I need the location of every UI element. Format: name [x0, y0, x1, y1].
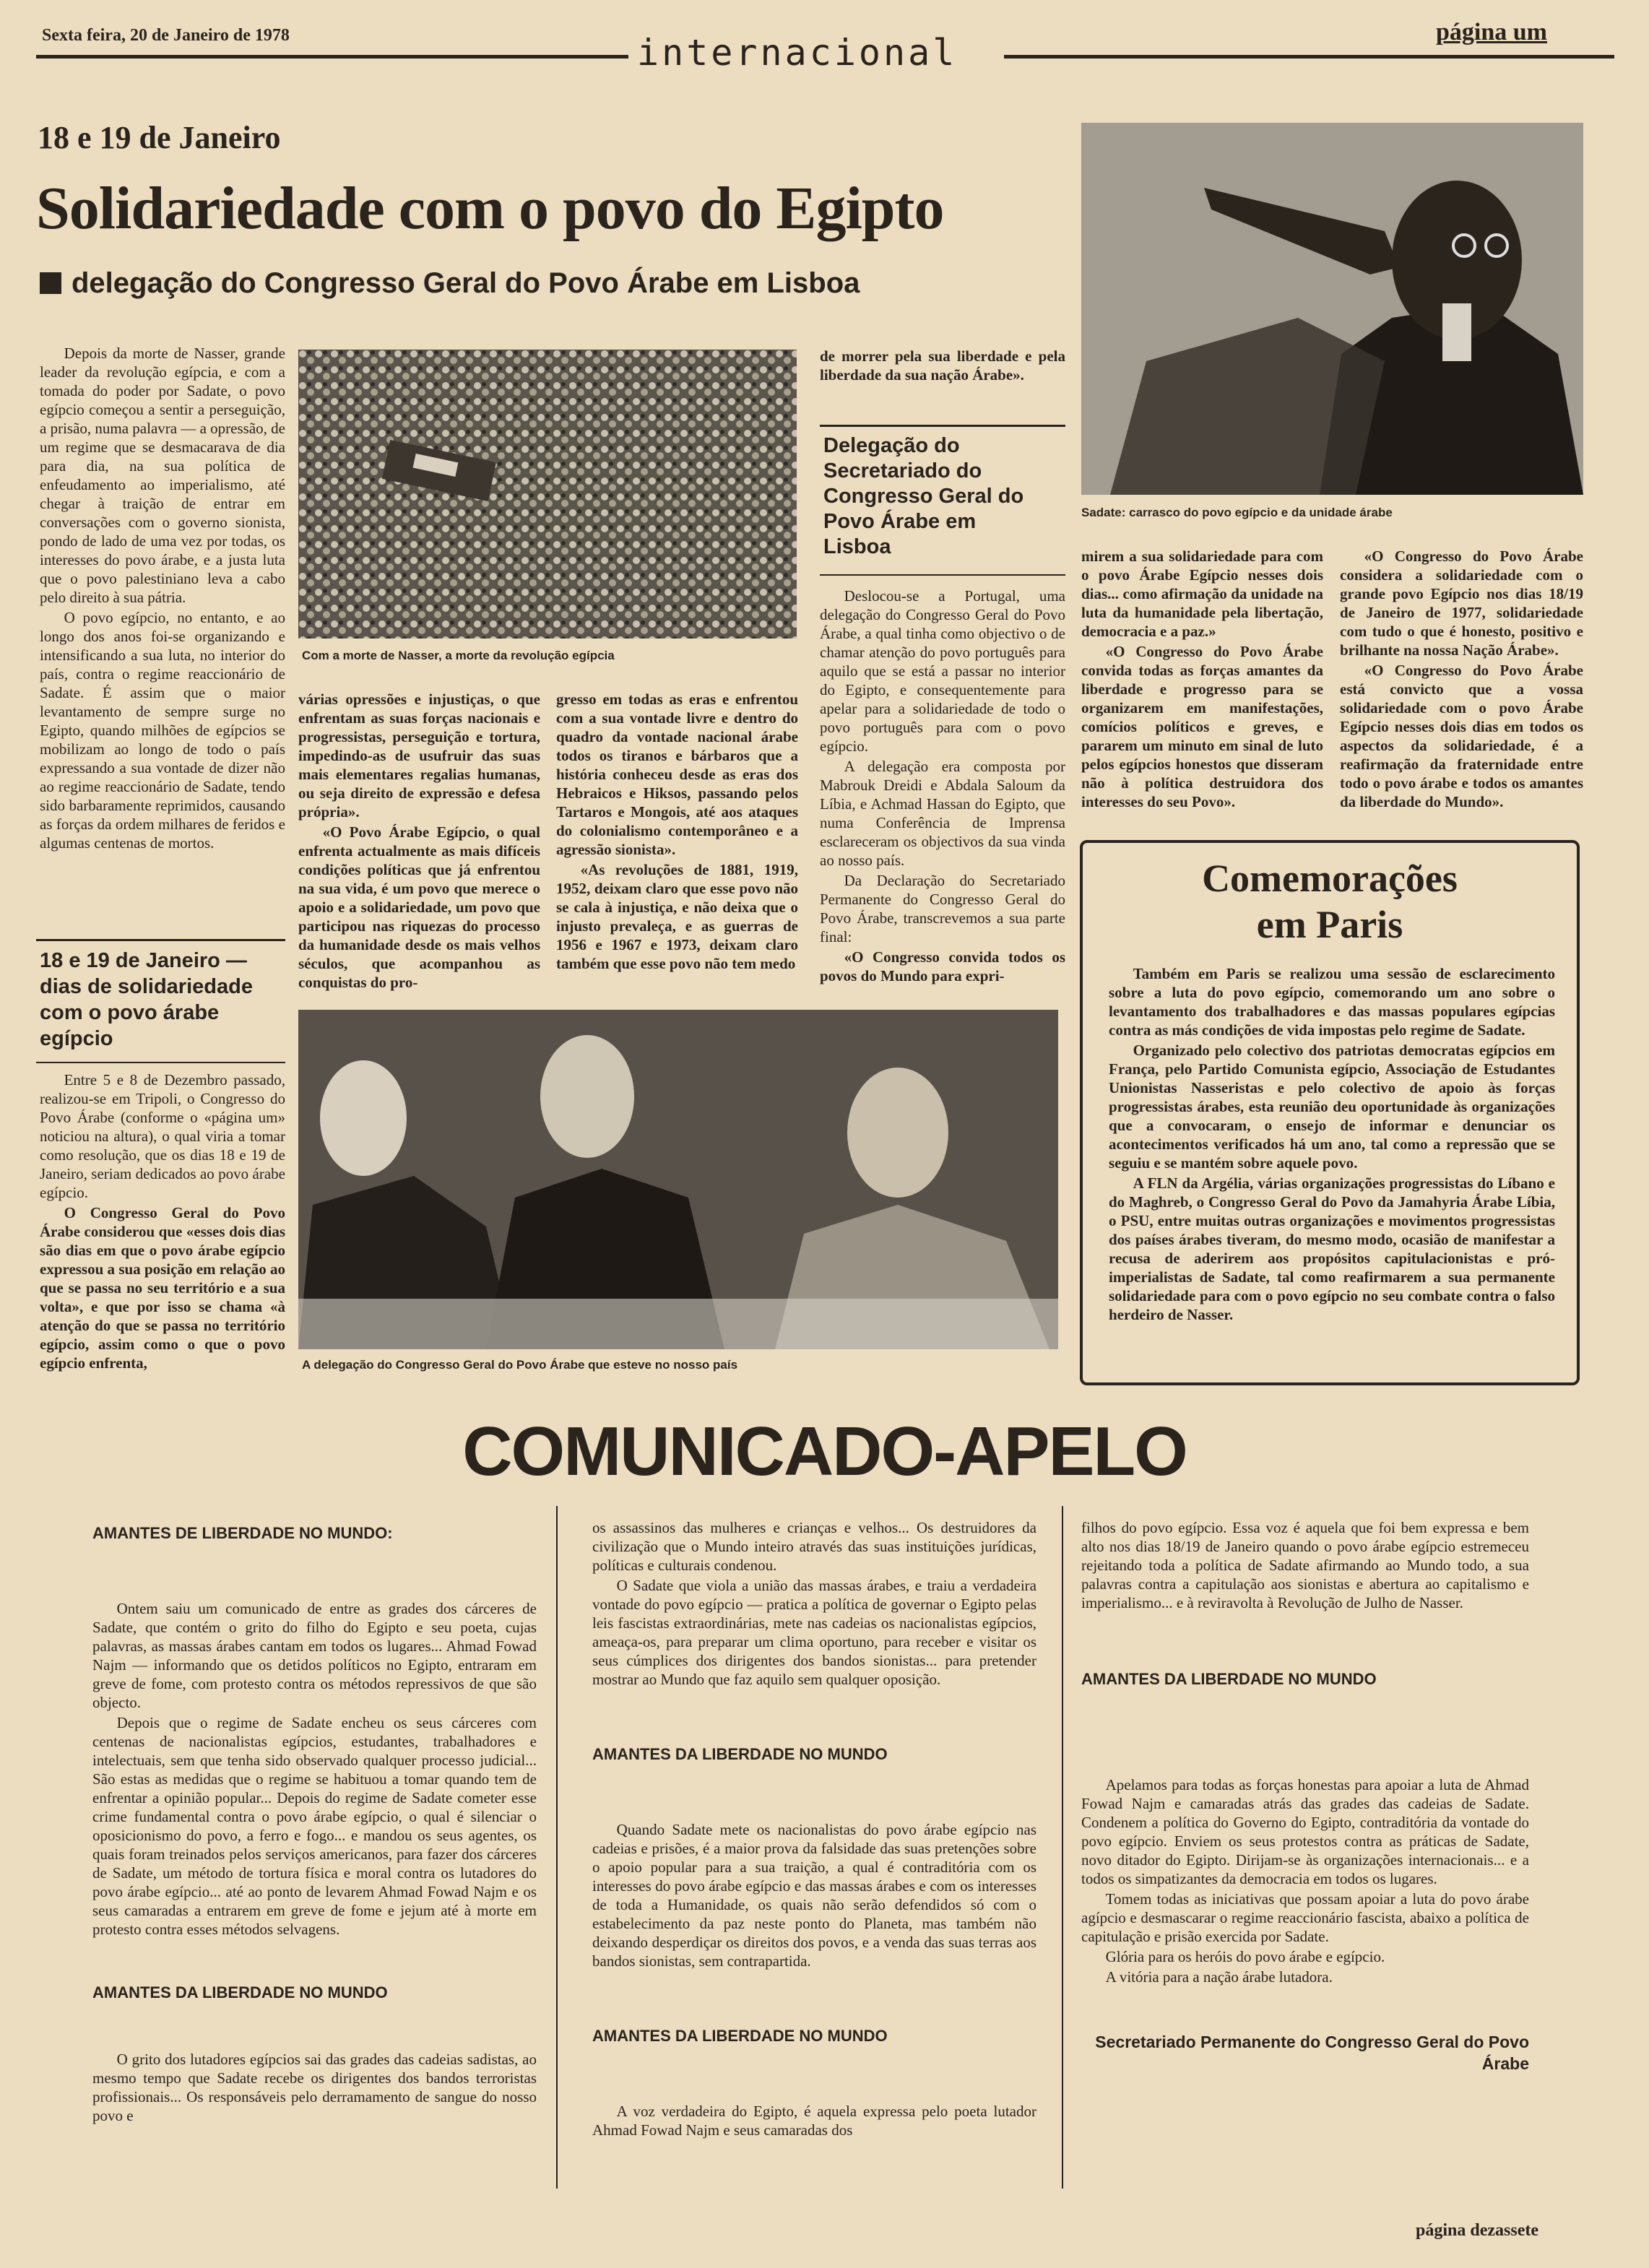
photo-caption: A delegação do Congresso Geral do Povo Árabe que esteve no nosso país	[302, 1358, 738, 1372]
paragraph: «O Congresso do Povo Árabe convida todas as forças amantes da liberdade e progresso para se organizarem em manifestações, comícios políticos e greves, e pararem um minuto em sinal de luto pelos egípcios honestos que disseram não à política destruidora dos interesses do seu Povo».	[1081, 643, 1323, 810]
comunicado-title: COMUNICADO-APELO	[462, 1413, 1187, 1490]
paragraph: A delegação era composta por Mabrouk Dreidi e Abdala Saloum da Líbia, e Achmad Hassan do Egipto, que numa Conferência de Imprensa esclareceram os objectivos da sua vinda ao nosso país.	[820, 758, 1065, 869]
paris-title-line2: em Paris	[1256, 903, 1403, 946]
paragraph: Organizado pelo colectivo dos patriotas democratas egípcios em França, pelo Partido Comunista egípcio, Associação de Estudantes Unionistas Nasseristas e pelo colectivo de apoio às forças progressistas árabes, esta reunião deu oportunidade às organizações que a convocaram, o ensejo de informar e denunciar os acontecimentos verificados há um ano, tal como a repressão que se seguiu e se mantém sobre aquele povo.	[1109, 1042, 1555, 1172]
section-heading: AMANTES DA LIBERDADE NO MUNDO	[592, 1745, 888, 1763]
paragraph: «O Congresso do Povo Árabe considera a solidariedade com o grande povo Egípcio nos dias 18/19 de Janeiro de 1977, solidariedade com tudo o que é honesto, positivo e brilhante na nossa Nação Árabe».	[1340, 547, 1583, 659]
paragraph: Glória para os heróis do povo árabe e egípcio.	[1105, 1948, 1385, 1965]
paragraph: Apelamos para todas as forças honestas para apoiar a luta de Ahmad Fowad Najm e camaradas atrás das grades das cadeias de Sadate. Condenem a política do Governo do Egipto, contraditória da vontade do povo egípcio. Enviem os seus protestos contra as práticas de Sadate, novo ditador do Egipto. Dirijam-se às organizações internacionais... e a todos os simpatizantes da democracia em todos os lugares.	[1081, 1776, 1529, 1887]
box-rule-bottom	[820, 574, 1065, 576]
sidebar-rule	[36, 1062, 285, 1063]
paragraph: O povo egípcio, no entanto, e ao longo dos anos foi-se organizando e intensificando a sua luta, no interior do país, contra o regime reaccionário de Sadate. É assim que o maior levantamento de sempre surge no Egipto, quando milhões de egípcios se mobilizam ao longo de todo o país expressando a sua vontade de dizer não ao regime reaccionário de Sadate, tendo sido barbaramente reprimidos, causando as forças da ordem milhares de feridos e algumas centenas de mortos.	[40, 609, 285, 852]
article-column-1	[40, 344, 285, 854]
header-rule-right	[1004, 55, 1614, 59]
kicker: 18 e 19 de Janeiro	[38, 120, 281, 155]
paragraph: «O Congresso do Povo Árabe está convicto que a vossa solidariedade com o povo Árabe Egípcio nesses dois dias em todos os aspectos da solidariedade, é a reafirmação da fraternidade entre todo o povo árabe e todos os amantes da liberdade do Mundo».	[1340, 662, 1583, 810]
article-column-4-top	[820, 347, 1065, 386]
article-column-2	[298, 690, 540, 993]
paragraph: O Sadate que viola a união das massas árabes, e traiu a verdadeira vontade do povo egípcio — pratica a política de governar o Egipto pelas leis fascistas extraordinárias, mete nas cadeias os nacionalistas egípcios, ameaça-os, para preparar um clima oportuno, para receber e visitar os seus cúmplices dos dirigentes dos bandos sionistas... para pretender mostrar ao Mundo que faz aquilo sem qualquer oposição.	[592, 1577, 1036, 1688]
photo-caption: Sadate: carrasco do povo egípcio e da unidade árabe	[1081, 506, 1393, 519]
paris-title-line1: Comemorações	[1202, 857, 1458, 900]
paragraph: Deslocou-se a Portugal, uma delegação do Congresso Geral do Povo Árabe, a qual tinha como objectivo o de chamar atenção do povo português para aquilo que se está a passar no interior do Egipto, e consequentemente para apelar para a solidariedade de todo o povo português para com o povo egípcio.	[820, 587, 1065, 755]
box-rule-top	[820, 425, 1065, 427]
paragraph: «As revoluções de 1881, 1919, 1952, deixam claro que esse povo não se cala à injustiça, e não deixa que o injusto prevaleça, e as guerras de 1956 e 1967 e 1973, deixam claro também que esse povo não tem medo	[556, 861, 798, 972]
column-divider	[556, 1506, 558, 2189]
crowd-image	[298, 350, 797, 639]
section-heading: AMANTES DA LIBERDADE NO MUNDO	[92, 1983, 388, 2001]
section-heading: AMANTES DA LIBERDADE NO MUNDO	[592, 2027, 888, 2045]
paragraph: O Congresso Geral do Povo Árabe considerou que «esses dois dias são dias em que o povo árabe egípcio expressou a sua posição em relação ao que se passa no seu território e a sua volta», e que por isso se chama «à atenção do que se passa no território egípcio, assim como o que o povo egípcio enfrenta,	[40, 1204, 285, 1372]
paragraph: várias opressões e injustiças, o que enfrentam as suas forças nacionais e progressistas, perseguição e tortura, impedindo-as de usufruir das suas mais elementares regalias humanas, ou seja direito de expressão e defesa própria».	[298, 691, 540, 821]
comunicado-column-3	[1081, 1518, 1529, 2074]
paragraph: Depois que o regime de Sadate encheu os seus cárceres com centenas de nacionalistas egípcios, estudantes, trabalhadores e intelectuais, sem que tenha sido observado qualquer processo judicial... São estas as medidas que o regime se habituou a tomar quando tem de enfrentar a opinião popular... Depois do regime de Sadate cometer esse crime fundamental contra o povo árabe egípcio, o qual é silenciar o oposicionismo do povo, a ferro e fogo... e mandou os seus agentes, os quais foram treinados pelos serviços americanos, para fazer dos cárceres de Sadate, um método de tortura física e moral contra os lutadores do povo árabe egípcio... até ao ponto de levarem Ahmad Fowad Najm e os seus camaradas a entrarem em greve de fome e jejum até à morte em protesto contra esses métodos selvagens.	[92, 1714, 537, 1938]
article-column-5	[1081, 547, 1323, 813]
sidebar-heading: 18 e 19 de Janeiro — dias de solidariedade com o povo árabe egípcio	[40, 949, 253, 1050]
signature: Secretariado Permanente do Congresso Geral do Povo Árabe	[1095, 2033, 1529, 2073]
header-rule-left	[36, 55, 628, 59]
square-bullet-icon	[40, 272, 61, 294]
paragraph: Quando Sadate mete os nacionalistas do povo árabe egípcio nas cadeias e prisões, é a maior prova da falsidade das suas pretenções sobre o apoio popular para a sua traição, a qual é contraditória com os interesses do povo árabe egípcio e das massas árabes e com os interesses de toda a Humanidade, os quais não serão defendidos só com o estabelecimento da paz neste ponto do Planeta, mas também não deixando desperdiçar os direitos dos povos, e a venda das suas terras aos bandos sionistas, sem contrapartida.	[592, 1821, 1036, 1970]
headline: Solidariedade com o povo do Egipto	[36, 175, 944, 242]
paris-box	[1080, 840, 1580, 1385]
paragraph: filhos do povo egípcio. Essa voz é aquela que foi bem expressa e bem alto nos dias 18/19 de Janeiro quando o povo árabe egípcio estremeceu rejeitando toda a política de Sadate afirmando ao Mundo todo, a sua palavras contra a capitulação aos sionistas e abertura ao capitalismo e imperialismo... e à reviravolta à Revolução de Julho de Nasser.	[1081, 1519, 1529, 1611]
masthead	[29, 19, 1618, 74]
comunicado-column-1	[92, 1524, 537, 2126]
section-title: internacional	[637, 32, 958, 74]
paragraph: O grito dos lutadores egípcios sai das grades das cadeias sadistas, ao mesmo tempo que Sadate recebe os dirigentes dos bandos terroristas profissionais... Os responsáveis pelo derramamento de sangue do nosso povo e	[92, 2051, 537, 2124]
paragraph: «O Povo Árabe Egípcio, o qual enfrenta actualmente as mais difíceis condições políticas que já enfrentou na sua vida, é um povo que merece o apoio e a solidariedade, um povo que participou nas riquezas do processo da humanidade desde os mais velhos séculos, que acompanhou as conquistas do pro-	[298, 823, 540, 991]
paragraph: Da Declaração do Secretariado Permanente do Congresso Geral do Povo Árabe, transcrevemos a sua parte final:	[820, 872, 1065, 945]
sadate-photo	[1081, 123, 1583, 495]
funeral-crowd-photo	[298, 350, 797, 639]
sidebar-text	[40, 1070, 285, 1374]
delegation-image	[298, 1010, 1058, 1349]
paragraph: Entre 5 e 8 de Dezembro passado, realizou-se em Tripoli, o Congresso do Povo Árabe (conforme o «página um» noticiou na altura), o qual viria a tomar como resolução, que os dias 18 e 19 de Janeiro, seriam dedicados ao povo árabe egípcio.	[40, 1071, 285, 1201]
newspaper-name: página um	[1436, 19, 1547, 46]
paragraph: gresso em todas as eras e enfrentou com a sua vontade livre e dentro do quadro da vontade nacional árabe todos os tiranos e bárbaros que a história conheceu desde as eras dos Hebraicos e Hiksos, passando pelos Tartaros e Mongois, até aos ataques do colonialismo contemporâneo e a agressão sionista».	[556, 691, 798, 858]
delegation-photo	[298, 1010, 1058, 1349]
delegation-heading: Delegação do Secretariado do Congresso Geral do Povo Árabe em Lisboa	[823, 434, 1024, 558]
article-column-4	[820, 587, 1065, 987]
page-number: página dezassete	[1416, 2221, 1538, 2240]
article-column-6	[1340, 547, 1583, 813]
paragraph: A voz verdadeira do Egipto, é aquela expressa pelo poeta lutador Ahmad Fowad Najm e seus camaradas dos	[592, 2103, 1036, 2139]
paragraph: de morrer pela sua liberdade e pela liberdade da sua nação Árabe».	[820, 347, 1065, 384]
comunicado-column-2	[592, 1518, 1036, 2141]
section-heading: AMANTES DE LIBERDADE NO MUNDO:	[92, 1524, 393, 1542]
issue-date: Sexta feira, 20 de Janeiro de 1978	[42, 26, 290, 45]
subhead	[40, 267, 860, 300]
column-divider	[1062, 1506, 1063, 2189]
sidebar-rule-top	[36, 939, 285, 941]
paragraph: Ontem saiu um comunicado de entre as grades dos cárceres de Sadate, que contém o grito do filho do Egipto e seu poeta, cujas palavras, as massas árabes cantam em todos os lugares... Ahmad Fowad Najm — informando que os detidos políticos no Egipto, entraram em greve de fome, com protesto contra os métodos repressivos de que são objecto.	[92, 1600, 537, 1711]
paragraph: os assassinos das mulheres e crianças e velhos... Os destruidores da civilização que o Mundo inteiro através das suas instituições jurídicas, políticas e culturais condenou.	[592, 1519, 1036, 1574]
paragraph: «O Congresso convida todos os povos do Mundo para expri-	[820, 948, 1065, 984]
speaker-image	[1081, 123, 1583, 495]
subhead-text: delegação do Congresso Geral do Povo Árabe em Lisboa	[72, 267, 860, 299]
paragraph: A FLN da Argélia, várias organizações progressistas do Líbano e do Maghreb, o Congresso Geral do Povo da Jamahyria Árabe Líbia, o PSU, entre muitas outras organizações e movimentos progressistas dos países árabes tiveram, do mesmo modo, ocasião de manifestar a recusa de aderirem aos propósitos capitulacionistas e pró-imperialistas de Sadate, tal como reafirmarem a sua permanente solidariedade para com o povo egípcio no seu combate contra o falso herdeiro de Nasser.	[1109, 1174, 1555, 1323]
paragraph: Depois da morte de Nasser, grande leader da revolução egípcia, e com a tomada do poder por Sadate, o povo egípcio começou a sentir a perseguição, a prisão, numa palavra — a opressão, de um regime que se desmacarava de dia para dia, na sua política de enfeudamento ao imperialismo, até chegar à traição de entrar em conversações com o governo sionista, pondo de lado de uma vez por todas, os interesses do povo árabe, e a justa luta que o povo palestiniano leva a cabo pelo direito à sua pátria.	[40, 345, 285, 606]
photo-caption: Com a morte de Nasser, a morte da revolução egípcia	[302, 649, 615, 662]
paragraph: Tomem todas as iniciativas que possam apoiar a luta do povo árabe agípcio e desmascarar o regime reaccionário fascista, abaixo a política de capitulação e prisão exercida por Sadate.	[1081, 1890, 1529, 1945]
article-column-3	[556, 690, 798, 974]
paragraph: mirem a sua solidariedade para com o povo Árabe Egípcio nesses dois dias... como afirmação da unidade na luta da humanidade pela libertação, democracia e a paz.»	[1081, 547, 1323, 640]
paragraph: A vitória para a nação árabe lutadora.	[1105, 1968, 1333, 1986]
paragraph: Também em Paris se realizou uma sessão de esclarecimento sobre a luta do povo egípcio, comemorando um ano sobre o levantamento dos trabalhadores e das massas populares egípcias contra as más condições de vida impostas pelo regime de Sadate.	[1109, 965, 1555, 1039]
paris-text	[1109, 964, 1555, 1325]
section-heading: AMANTES DA LIBERDADE NO MUNDO	[1081, 1670, 1377, 1688]
